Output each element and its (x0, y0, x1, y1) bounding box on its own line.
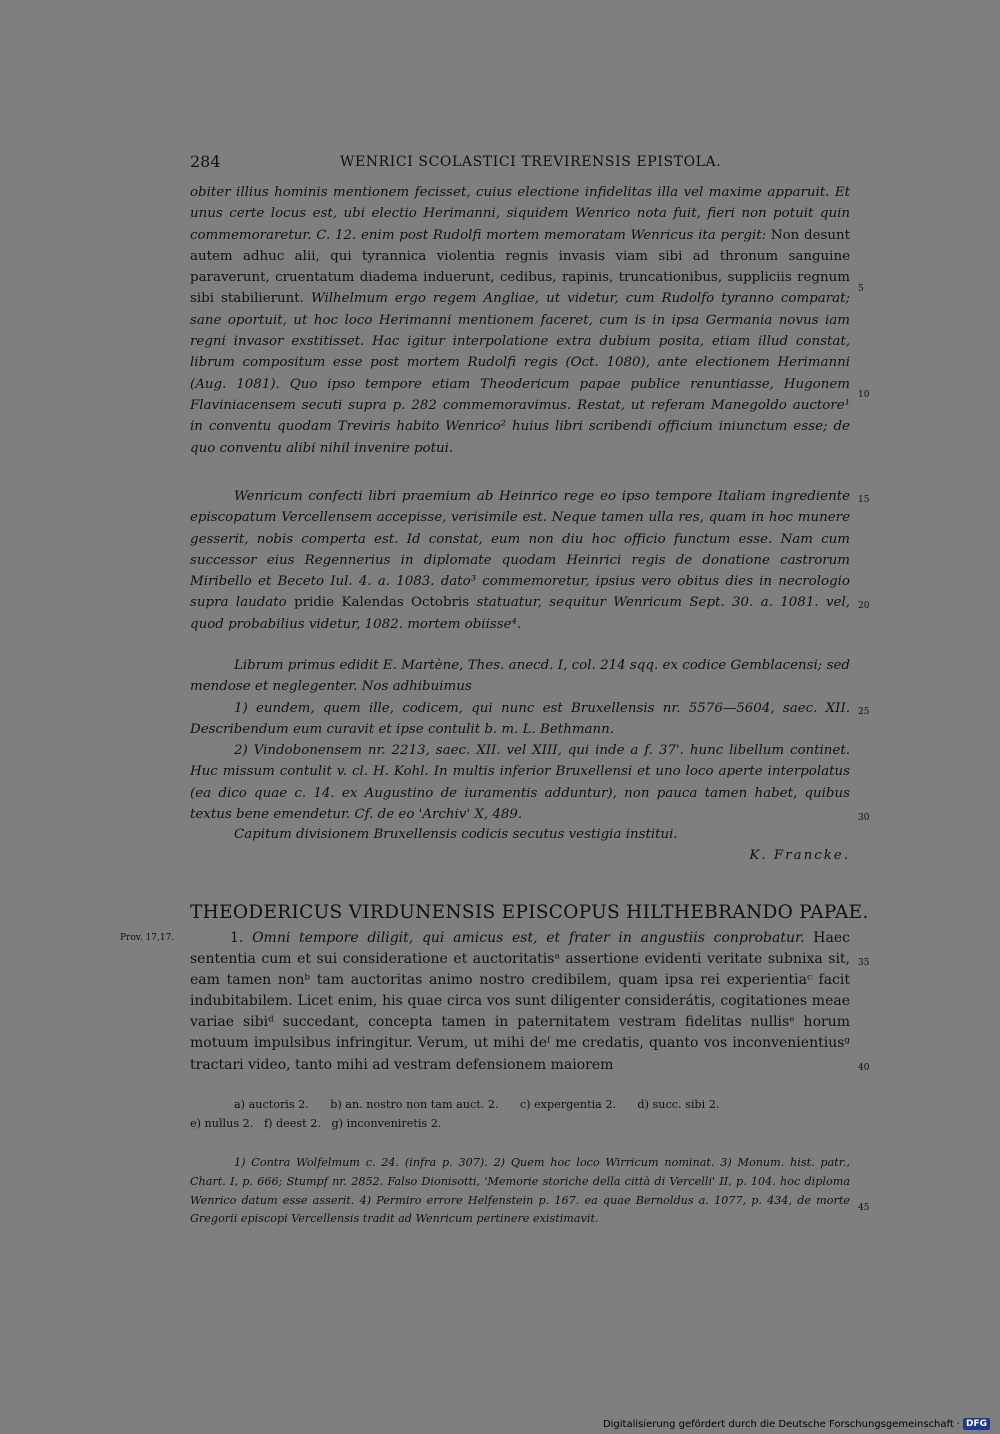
line-number-40: 40 (858, 1063, 870, 1073)
section-title: THEODERICUS VIRDUNENSIS EPISCOPUS HILTHEBRANDO PAPAE. (190, 902, 869, 923)
upright-quote: Non desunt autem adhuc alii, qui tyrannica violentia regnis invasis viam sibi ad thronum sanguine paraverunt, cruentatum diadema induerunt, cedibus, rapinis, truncationibus, suppliciis regnum sibi stabilierunt. (190, 227, 850, 307)
intro-paragraph-6-text: Capitum divisionem Bruxellensis codicis secutus vestigia institui. (234, 827, 678, 842)
variant-notes-line-1: a) auctoris 2. b) an. nostro non tam auct. 2. c) expergentia 2. d) succ. sibi 2. (234, 1098, 720, 1111)
footnotes (190, 1154, 850, 1229)
upright-quote: pridie Kalendas Octobris (294, 595, 470, 611)
footer-text: Digitalisierung gefördert durch die Deutsche Forschungsgemeinschaft (602, 1418, 954, 1430)
intro-paragraph-4 (190, 698, 850, 741)
line-number-25: 25 (858, 707, 870, 717)
main-text-lead: 1. (230, 930, 253, 946)
intro-paragraph-2-text: Wenricum confecti libri praemium ab Heinrico rege eo ipso tempore Italiam ingrediente episcopatum Vercellensem accepisse, verisimile est. Neque tamen ulla res, quam in hoc munere gesserit, nobis comperta est. Id constat, eum non diu hoc officio functum esse. Nam cum successor eius Regennerius in diplomate quodam Heinrici regis de donatione castrorum Miribello et Beceto Iul. 4. a. 1083. dato³ commemoretur, ipsius vero obitus dies in necrologio supra laudato pridie Kalendas Octobris statuatur, sequitur Wenricum Sept. 30. a. 1081. vel, quod probabilius videtur, 1082. mortem obiisse⁴. (190, 489, 850, 632)
line-number-30: 30 (858, 813, 870, 823)
main-text-quote: Omni tempore diligit, qui amicus est, et frater in angustiis conprobatur. (252, 930, 805, 946)
intro-paragraph-2 (190, 486, 850, 635)
intro-paragraph-1-text: obiter illius hominis mentionem fecisset, cuius electione infidelitas illa vel maxime apparuit. Et unus certe locus est, ubi electio Herimanni, siquidem Wenrico nota fuit, fieri non potuit quin commemoraretur. C. 12. enim post Rudolfi mortem memoratam Wenricus ita pergit: Non desunt autem adhuc alii, qui tyrannica violentia regnis invasis viam sibi ad thronum sanguine paraverunt, cruentatum diadema induerunt, cedibus, rapinis, truncationibus, suppliciis regnum sibi stabilierunt. Wilhelmum ergo regem Angliae, ut videtur, cum Rudolfo tyranno comparat; sane oportuit, ut hoc loco Herimanni mentionem faceret, cum is in ipsa Germania novus iam regni invasor exstitisset. Hac igitur interpolatione extra dubium posita, etiam illud constat, librum compositum esse post mortem Rudolfi regis (Oct. 1080), ante electionem Herimanni (Aug. 1081). Quo ipso tempore etiam Theodericum papae publice renuntiasse, Hugonem Flaviniacensem secuti supra p. 282 commemoravimus. Restat, ut referam Manegoldo auctore¹ in conventu quodam Treviris habito Wenrico² huius libri scribendi officium iniunctum esse; de quo conventu alibi nihil invenire potui. (190, 185, 850, 456)
line-number-10: 10 (858, 390, 870, 400)
signature: K. Francke. (749, 848, 850, 863)
intro-paragraph-4-text: 1) eundem, quem ille, codicem, qui nunc est Bruxellensis nr. 5576—5604, saec. XII. Describendum eum curavit et ipse contulit b. m. L. Bethmann. (190, 701, 850, 738)
intro-paragraph-5 (190, 740, 850, 825)
main-text (190, 928, 850, 1076)
intro-paragraph-5-text: 2) Vindobonensem nr. 2213, saec. XII. vel XIII, qui inde a f. 37'. hunc libellum continet. Huc missum contulit v. cl. H. Kohl. In multis inferior Bruxellensi et uno loco aperte interpolatus (ea dico quae c. 14. ex Augustino de iuramentis adduntur), non pauca tamen habet, quibus textus bene emendetur. Cf. de eo 'Archiv' X, 489. (190, 743, 850, 822)
margin-reference: Prov. 17,17. (120, 933, 175, 943)
variant-notes (190, 1096, 850, 1134)
running-head: WENRICI SCOLASTICI TREVIRENSIS EPISTOLA. (340, 154, 722, 170)
line-number-45: 45 (858, 1203, 870, 1213)
line-number-15: 15 (858, 495, 870, 505)
intro-paragraph-6 (190, 824, 850, 845)
line-number-5: 5 (858, 284, 864, 294)
line-number-20: 20 (858, 601, 870, 611)
main-text-body: Haec sententia cum et sui consideratione et auctoritatisᵃ assertione evidenti veritate subnixa sit, eam tamen nonᵇ tam auctoritas animo nostro credibilem, quam ipsa rei experientiaᶜ facit indubitabilem. Licet enim, his quae circa vos sunt diligenter considerátis, cogitationes meae variae sibiᵈ succedant, concepta tamen in paternitatem vestram fidelitas nullisᵉ horum motuum impulsibus infringitur. Verum, ut mihi deᶠ me credatis, quanto vos inconvenientiusᵍ tractari video, tanto mihi ad vestram defensionem maiorem (190, 930, 850, 1073)
intro-paragraph-1 (190, 182, 850, 459)
intro-paragraph-3 (190, 655, 850, 698)
footer: Digitalisierung gefördert durch die Deutsche Forschungsgemeinschaft · DFG (603, 1418, 990, 1430)
intro-paragraph-3-text: Librum primus edidit E. Martène, Thes. anecd. I, col. 214 sqq. ex codice Gemblacensi; sed mendose et neglegenter. Nos adhibuimus (190, 658, 850, 695)
dfg-logo-icon: DFG (963, 1418, 990, 1430)
footnotes-text: 1) Contra Wolfelmum c. 24. (infra p. 307). 2) Quem hoc loco Wirricum nominat. 3) Monum. hist. patr., Chart. I, p. 666; Stumpf nr. 2852. Falso Dionisotti, 'Memorie storiche della città di Vercelli' II, p. 104. hoc diploma Wenrico datum esse asserit. 4) Permiro errore Helfenstein p. 167. ea quae Bernoldus a. 1077, p. 434, de morte Gregorii episcopi Vercellensis tradit ad Wenricum pertinere existimavit. (190, 1156, 850, 1226)
variant-notes-line-2: e) nullus 2. f) deest 2. g) inconveniretis 2. (190, 1116, 442, 1130)
line-number-35: 35 (858, 958, 870, 968)
page-number: 284 (190, 152, 221, 171)
